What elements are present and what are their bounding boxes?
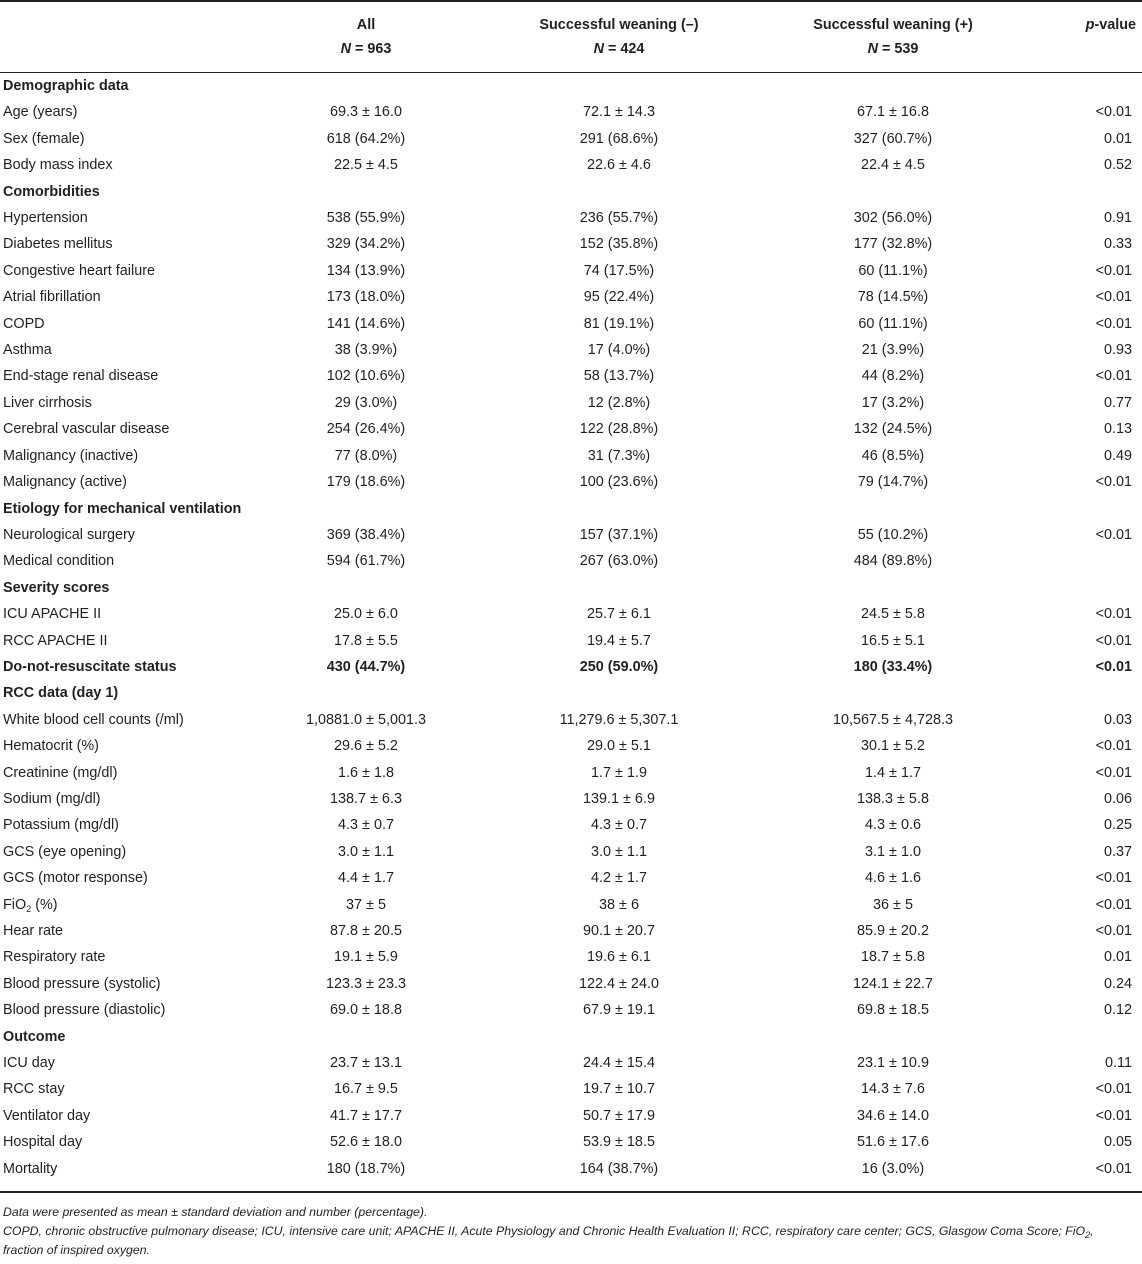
cell-all [278,1024,454,1050]
cell-p-value: 0.91 [1103,210,1132,227]
cell-p-value: 0.49 [1103,447,1132,464]
cell-weaning-negative: 139.1 ± 6.9 [583,790,655,807]
cell-weaning-negative: 157 (37.1%) [579,526,659,543]
table-row [0,628,1142,654]
cell-all: 37 ± 5 [346,896,386,913]
table-row [0,1076,1142,1102]
cell-weaning-negative: 122.4 ± 24.0 [579,975,659,992]
section-row [0,680,1142,706]
row-label: Blood pressure (systolic) [3,975,161,992]
row-label: Neurological surgery [3,526,135,543]
cell-weaning-positive: 22.4 ± 4.5 [861,157,925,174]
cell-all: 29 (3.0%) [334,394,398,411]
table-row [0,258,1142,284]
cell-p-value: <0.01 [1095,315,1132,332]
cell-weaning-negative: 4.3 ± 0.7 [591,817,647,834]
row-label: Liver cirrhosis [3,394,92,411]
footnote-data-presentation: Data were presented as mean ± standard deviation and number (percentage). [3,1205,428,1219]
row-label: Malignancy (active) [3,474,127,491]
cell-weaning-negative [454,575,784,601]
table-row [0,469,1142,495]
cell-weaning-negative: 17 (4.0%) [587,342,651,359]
cell-all [278,73,454,99]
cell-p-value: 0.93 [1103,342,1132,359]
cell-all: 77 (8.0%) [334,447,398,464]
cell-weaning-positive: 51.6 ± 17.6 [857,1134,929,1151]
cell-weaning-negative: 90.1 ± 20.7 [583,923,655,939]
row-label: FiO$_2$ (%) [3,896,58,914]
row-label: COPD [3,315,45,332]
cell-all [278,680,454,706]
table-header [0,0,1142,73]
section-row [0,496,1142,522]
row-label: End-stage renal disease [3,368,159,385]
cell-weaning-positive [784,496,1002,522]
cell-weaning-negative: 58 (13.7%) [583,368,655,385]
table-row [0,152,1142,178]
table-row [0,707,1142,733]
table-row [0,205,1142,231]
cell-weaning-positive: 177 (32.8%) [853,236,933,253]
cell-weaning-negative: 122 (28.8%) [579,421,659,438]
cell-weaning-positive: 30.1 ± 5.2 [861,738,925,755]
cell-p-value: <0.01 [1095,1107,1132,1124]
cell-all: 17.8 ± 5.5 [334,632,398,649]
row-label: Hematocrit (%) [3,738,99,755]
cell-p-value: 0.01 [1103,949,1132,966]
row-label: Atrial fibrillation [3,289,101,306]
cell-p-value: 0.12 [1103,1002,1132,1019]
cell-weaning-negative: 81 (19.1%) [583,315,655,332]
cell-p-value: 0.03 [1103,711,1132,728]
cell-weaning-positive: 132 (24.5%) [853,421,933,438]
cell-weaning-negative: 38 ± 6 [599,896,639,913]
cell-all: 4.4 ± 1.7 [338,870,394,887]
table-row [0,337,1142,363]
cell-all: 87.8 ± 20.5 [330,923,402,939]
row-label: Hypertension [3,210,88,227]
table-row [0,786,1142,812]
cell-p-value: 0.11 [1105,1055,1132,1072]
row-label: Hospital day [3,1134,83,1151]
cell-weaning-negative: 267 (63.0%) [579,553,659,570]
cell-all: 179 (18.6%) [326,474,406,491]
table-body [0,73,1142,1182]
cell-p-value: <0.01 [1095,474,1132,491]
cell-weaning-negative: 11,279.6 ± 5,307.1 [559,711,679,728]
cell-p-value: <0.01 [1095,262,1132,279]
cell-weaning-positive: 44 (8.2%) [861,368,925,385]
row-label: White blood cell counts (/ml) [3,711,184,728]
cell-all [278,179,454,205]
cell-weaning-negative [454,73,784,99]
section-row [0,575,1142,601]
section-heading: Demographic data [3,78,129,94]
section-heading: RCC data (day 1) [3,685,119,702]
cell-weaning-positive: 138.3 ± 5.8 [857,790,929,807]
cell-weaning-positive: 18.7 ± 5.8 [861,949,925,966]
cell-weaning-negative: 50.7 ± 17.9 [583,1107,655,1124]
cell-weaning-positive [784,179,1002,205]
cell-all: 16.7 ± 9.5 [334,1081,398,1098]
cell-weaning-negative [454,179,784,205]
table-row [0,1129,1142,1155]
section-row [0,1024,1142,1050]
cell-weaning-negative: 3.0 ± 1.1 [591,843,647,860]
cell-p-value: <0.01 [1095,368,1132,385]
cell-p-value: <0.01 [1095,289,1132,306]
cell-weaning-positive [784,680,1002,706]
cell-weaning-negative: 291 (68.6%) [579,130,659,147]
cell-all: 23.7 ± 13.1 [330,1055,402,1072]
header-blank [0,0,278,73]
row-label: Cerebral vascular disease [3,421,170,438]
cell-weaning-negative: 164 (38.7%) [579,1160,659,1177]
cell-weaning-positive: 60 (11.1%) [858,262,928,279]
cell-all: 1,0881.0 ± 5,001.3 [306,711,426,728]
table-row [0,944,1142,970]
cell-all: 369 (38.4%) [326,526,406,543]
table-row [0,284,1142,310]
cell-weaning-positive: 78 (14.5%) [857,289,929,306]
cell-p-value [1002,1024,1142,1050]
row-label: GCS (motor response) [3,870,148,887]
row-label: ICU day [3,1055,55,1072]
cell-weaning-positive: 67.1 ± 16.8 [857,104,929,121]
cell-weaning-positive [784,1024,1002,1050]
cell-p-value: <0.01 [1095,658,1132,675]
row-label: Hear rate [3,923,63,939]
cell-p-value: 0.01 [1103,130,1132,147]
cell-all: 173 (18.0%) [326,289,406,306]
section-heading: Comorbidities [3,183,100,200]
cell-weaning-positive: 34.6 ± 14.0 [857,1107,929,1124]
row-label: Potassium (mg/dl) [3,817,119,834]
cell-p-value: 0.25 [1103,817,1132,834]
cell-weaning-negative: 29.0 ± 5.1 [587,738,651,755]
table-row [0,522,1142,548]
cell-weaning-negative [454,680,784,706]
cell-all [278,496,454,522]
cell-p-value: <0.01 [1095,923,1132,939]
table-row [0,760,1142,786]
table-row [0,812,1142,838]
cell-all: 594 (61.7%) [326,553,406,570]
cell-all: 102 (10.6%) [326,368,406,385]
cell-weaning-negative: 31 (7.3%) [587,447,651,464]
row-label: Creatinine (mg/dl) [3,764,118,781]
header-pos-title: Successful weaning (+) [813,16,973,33]
table-row [0,390,1142,416]
cell-all: 254 (26.4%) [326,421,406,438]
row-label: Congestive heart failure [3,262,155,279]
cell-weaning-positive: 60 (11.1%) [858,315,928,332]
cell-weaning-negative: 95 (22.4%) [583,289,655,306]
cell-weaning-negative: 22.6 ± 4.6 [587,157,651,174]
header-all [278,0,454,73]
cell-p-value [1002,73,1142,99]
cell-all: 618 (64.2%) [326,130,406,147]
cell-weaning-positive: 1.4 ± 1.7 [865,764,921,781]
cell-weaning-negative [454,1024,784,1050]
header-neg-title: Successful weaning (–) [539,16,699,33]
cell-p-value: 0.52 [1103,157,1132,174]
table-row [0,99,1142,125]
cell-p-value: 0.77 [1103,394,1132,411]
row-label: Malignancy (inactive) [3,447,139,464]
row-label: Body mass index [3,157,113,174]
cell-weaning-positive: 327 (60.7%) [853,130,933,147]
header-pos-n: N = 539 [867,40,919,57]
cell-weaning-positive [784,575,1002,601]
cell-weaning-positive: 17 (3.2%) [861,394,925,411]
cell-weaning-negative: 74 (17.5%) [583,262,655,279]
header-neg-n: N = 424 [593,40,645,57]
table-row [0,918,1142,944]
table-row [0,733,1142,759]
cell-p-value [1002,575,1142,601]
section-heading: Etiology for mechanical ventilation [3,500,242,517]
table-row [0,363,1142,389]
cell-weaning-negative: 250 (59.0%) [579,658,659,675]
table-row [0,311,1142,337]
cell-weaning-negative: 72.1 ± 14.3 [583,104,655,121]
section-heading: Do-not-resuscitate status [3,658,177,675]
cell-p-value: <0.01 [1095,896,1132,913]
cell-all: 38 (3.9%) [334,342,398,359]
table-row [0,865,1142,891]
cell-all: 41.7 ± 17.7 [330,1107,402,1124]
table-row [0,231,1142,257]
cell-all: 134 (13.9%) [326,262,406,279]
cell-p-value: <0.01 [1095,1081,1132,1098]
cell-weaning-positive: 79 (14.7%) [857,474,929,491]
cell-weaning-positive: 85.9 ± 20.2 [857,923,929,939]
cell-all: 69.0 ± 18.8 [330,1002,402,1019]
header-all-title: All [356,16,376,33]
cell-all: 4.3 ± 0.7 [338,817,394,834]
cell-weaning-negative: 67.9 ± 19.1 [583,1002,655,1019]
row-label: Asthma [3,342,52,359]
cell-all: 52.6 ± 18.0 [330,1134,402,1151]
cell-weaning-positive: 4.6 ± 1.6 [865,870,921,887]
row-label: Diabetes mellitus [3,236,113,253]
cell-weaning-negative [454,496,784,522]
table-row [0,126,1142,152]
cell-weaning-negative: 19.7 ± 10.7 [583,1081,655,1098]
cell-weaning-negative: 19.4 ± 5.7 [587,632,651,649]
cell-all: 180 (18.7%) [326,1160,406,1177]
cell-all: 22.5 ± 4.5 [334,157,398,174]
row-label: Age (years) [3,104,78,121]
cell-weaning-negative: 25.7 ± 6.1 [587,606,651,623]
table-row [0,839,1142,865]
footnote-abbreviations: COPD, chronic obstructive pulmonary disease; ICU, intensive care unit; APACHE II, Acute Physiology and Chronic Health Evaluation II; RCC, respiratory care center; GCS, Glasgow Coma Score; FiO$_2$, fraction of inspired oxygen. [3,1224,1094,1257]
cell-weaning-positive: 124.1 ± 22.7 [853,975,933,992]
cell-p-value: <0.01 [1095,738,1132,755]
cell-weaning-negative: 1.7 ± 1.9 [591,764,647,781]
cell-weaning-positive: 55 (10.2%) [857,526,929,543]
header-all-n: N = 963 [340,40,392,57]
cell-p-value: 0.05 [1103,1134,1132,1151]
row-label: RCC stay [3,1081,65,1098]
cell-p-value: <0.01 [1095,632,1132,649]
row-label: RCC APACHE II [3,632,108,649]
cell-weaning-positive: 3.1 ± 1.0 [865,843,921,860]
table-row [0,443,1142,469]
cell-weaning-positive: 16 (3.0%) [861,1160,925,1177]
cell-weaning-positive: 4.3 ± 0.6 [865,817,921,834]
row-label: Respiratory rate [3,949,106,966]
cell-p-value: 0.24 [1103,975,1132,992]
cell-all: 1.6 ± 1.8 [338,764,394,781]
cell-all: 19.1 ± 5.9 [334,949,398,966]
cell-weaning-positive: 69.8 ± 18.5 [857,1002,929,1019]
cell-p-value: 0.37 [1103,843,1132,860]
cell-weaning-negative: 53.9 ± 18.5 [583,1134,655,1151]
table-row [0,548,1142,574]
cell-weaning-positive: 180 (33.4%) [853,658,933,675]
section-heading: Outcome [3,1028,66,1045]
cell-p-value [1002,496,1142,522]
cell-p-value: 0.06 [1103,790,1132,807]
cell-all: 29.6 ± 5.2 [334,738,398,755]
table-row [0,997,1142,1023]
cell-all: 69.3 ± 16.0 [330,104,402,121]
cell-p-value: <0.01 [1095,764,1132,781]
cell-all: 25.0 ± 6.0 [334,606,398,623]
row-label: Ventilator day [3,1107,91,1124]
cell-p-value [1002,179,1142,205]
row-label: Sex (female) [3,130,85,147]
cell-weaning-negative: 19.6 ± 6.1 [587,949,651,966]
cell-p-value: 0.33 [1103,236,1132,253]
table-row [0,971,1142,997]
cell-all [278,575,454,601]
table-footnotes [3,1203,1137,1260]
header-weaning-negative [454,0,784,73]
cell-weaning-positive: 10,567.5 ± 4,728.3 [833,711,953,728]
cell-all: 138.7 ± 6.3 [330,790,402,807]
cell-all: 123.3 ± 23.3 [326,975,406,992]
row-label: ICU APACHE II [3,606,102,623]
cell-weaning-positive: 14.3 ± 7.6 [861,1081,925,1098]
row-label: GCS (eye opening) [3,843,127,860]
cell-p-value: 0.13 [1103,421,1132,438]
table-row [0,1050,1142,1076]
table-row [0,1156,1142,1182]
cell-all: 430 (44.7%) [326,658,406,675]
cell-p-value: <0.01 [1095,1160,1132,1177]
cell-weaning-positive: 302 (56.0%) [853,210,933,227]
cell-p-value: <0.01 [1095,526,1132,543]
header-p-value: p-value [1085,16,1136,33]
cell-weaning-positive: 36 ± 5 [873,896,913,913]
table-row [0,1103,1142,1129]
cell-weaning-negative: 100 (23.6%) [579,474,659,491]
row-label: Sodium (mg/dl) [3,790,101,807]
cell-p-value: <0.01 [1095,606,1132,623]
section-heading: Severity scores [3,579,110,596]
table-row [0,416,1142,442]
section-row [0,179,1142,205]
cell-weaning-negative: 24.4 ± 15.4 [583,1055,655,1072]
cell-weaning-negative: 12 (2.8%) [587,394,651,411]
cell-all: 538 (55.9%) [326,210,406,227]
cell-all: 3.0 ± 1.1 [338,843,394,860]
row-label: Medical condition [3,553,115,570]
table-row [0,892,1142,918]
cell-weaning-negative: 236 (55.7%) [579,210,659,227]
cell-weaning-positive [784,73,1002,99]
cell-weaning-positive: 24.5 ± 5.8 [861,606,925,623]
cell-p-value [1002,680,1142,706]
table-row [0,601,1142,627]
cell-all: 329 (34.2%) [326,236,406,253]
cell-p-value [1002,548,1142,574]
cell-weaning-negative: 4.2 ± 1.7 [591,870,647,887]
bottom-rule [0,1191,1142,1193]
cell-weaning-positive: 23.1 ± 10.9 [857,1055,929,1072]
section-row [0,654,1142,680]
section-row [0,73,1142,99]
cell-weaning-positive: 21 (3.9%) [861,342,925,359]
header-weaning-positive [784,0,1002,73]
row-label: Blood pressure (diastolic) [3,1002,166,1019]
cell-weaning-positive: 46 (8.5%) [861,447,925,464]
cell-p-value: <0.01 [1095,870,1132,887]
cell-weaning-positive: 16.5 ± 5.1 [861,632,925,649]
cell-weaning-negative: 152 (35.8%) [579,236,659,253]
row-label: Mortality [3,1160,58,1177]
cell-all: 141 (14.6%) [326,315,406,332]
cell-p-value: <0.01 [1095,104,1132,121]
cell-weaning-positive: 484 (89.8%) [853,553,933,570]
